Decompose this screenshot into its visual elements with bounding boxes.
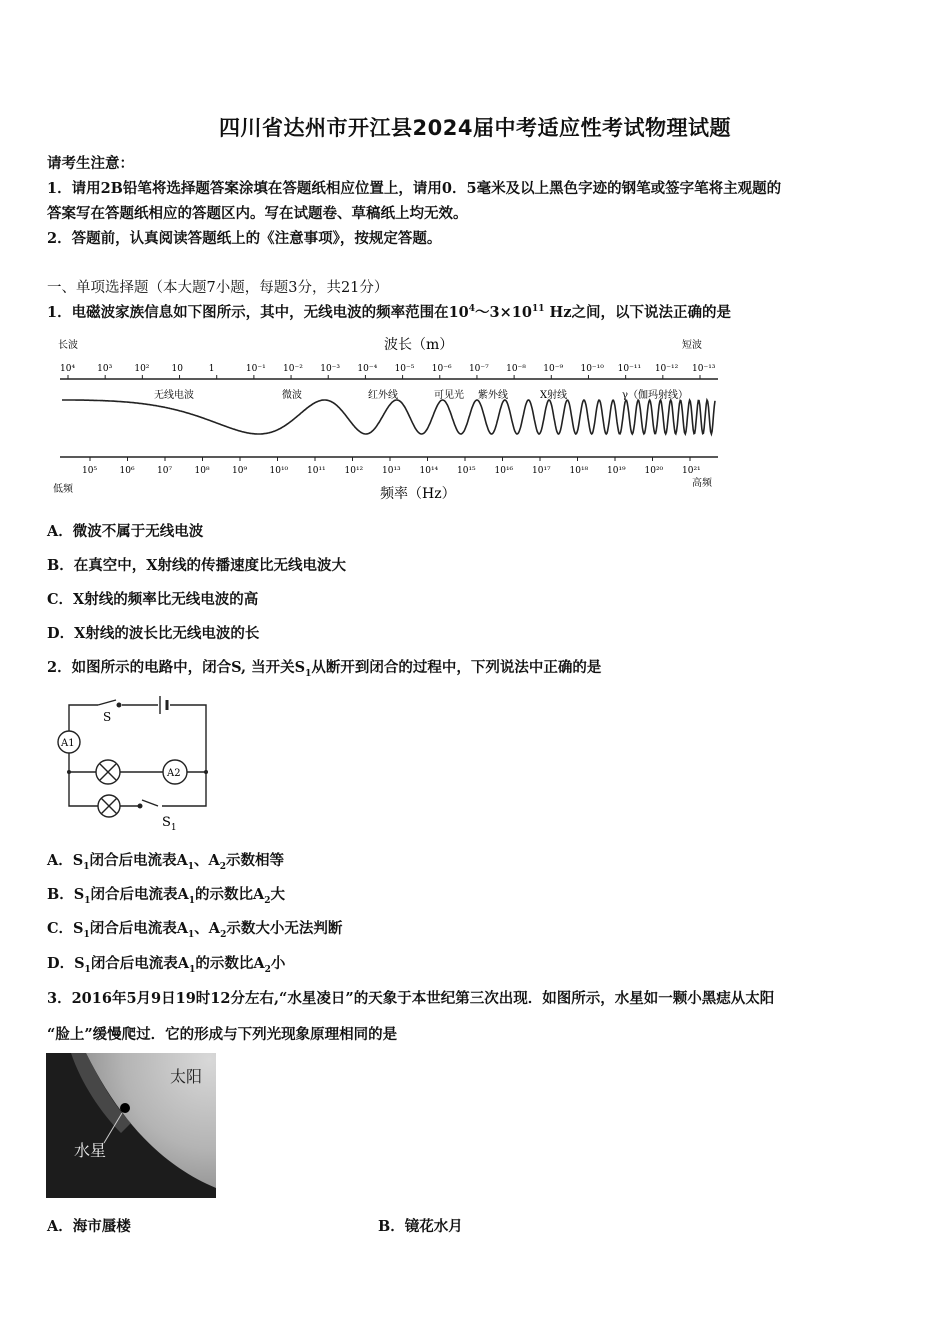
frequency-ticks: [82, 457, 701, 476]
mercury-transit-photo: [46, 1053, 216, 1198]
q3-option-a[interactable]: A．海市蜃楼: [47, 1218, 131, 1235]
section-heading: 一、单项选择题（本大题7小题，每题3分，共21分）: [47, 280, 389, 296]
switch-s1-label: $S_1$: [162, 815, 177, 833]
frequency-tick-label: 10¹²: [344, 466, 364, 476]
wavelength-title: 波长（m）: [384, 337, 454, 353]
wavelength-tick-label: 10⁻¹³: [692, 364, 716, 374]
wavelength-ticks: [60, 364, 716, 379]
q1-option-d[interactable]: D．X射线的波长比无线电波的长: [47, 625, 260, 642]
q2-option-b[interactable]: B．$S_1$闭合后电流表$A_1$的示数比$A_2$大: [47, 886, 286, 906]
wavelength-tick-label: 10⁻¹¹: [617, 364, 642, 374]
q1-option-b[interactable]: B．在真空中，X射线的传播速度比无线电波大: [47, 557, 347, 574]
circuit-wire-top: [69, 705, 98, 731]
frequency-tick-label: 10⁵: [82, 466, 98, 476]
wavelength-tick-label: 10⁻³: [320, 364, 341, 374]
sun-label: 太阳: [170, 1067, 203, 1086]
frequency-tick-label: 10²¹: [682, 466, 701, 476]
band-label: X射线: [540, 390, 568, 401]
wave-curve: [62, 400, 715, 434]
frequency-tick-label: 10¹⁶: [494, 466, 514, 476]
q3-option-b[interactable]: B．镜花水月: [378, 1218, 463, 1235]
frequency-tick-label: 10⁶: [119, 466, 135, 476]
notice-item-1b: 答案写在答题纸相应的答题区内。写在试题卷、草稿纸上均无效。: [47, 205, 468, 222]
mercury-label: 水星: [74, 1141, 107, 1160]
wavelength-tick-label: 10: [171, 364, 183, 374]
frequency-tick-label: 10¹³: [382, 466, 401, 476]
circuit-wire-left: [69, 753, 98, 806]
ammeter-a2-label: A2: [167, 768, 181, 779]
switch-s1-blade: [142, 800, 158, 806]
wavelength-tick-label: 10⁴: [60, 364, 76, 374]
wavelength-tick-label: 10⁻¹²: [654, 364, 679, 374]
wavelength-tick-label: 10³: [97, 364, 113, 374]
wavelength-tick-label: 10⁻⁶: [431, 364, 452, 374]
em-spectrum-diagram: [50, 332, 730, 507]
frequency-tick-label: 10¹⁰: [269, 466, 289, 476]
frequency-title: 频率（Hz）: [380, 486, 456, 502]
wavelength-tick-label: 10⁻⁴: [357, 364, 378, 374]
band-label: γ（伽玛射线）: [622, 390, 688, 401]
band-label: 微波: [282, 390, 302, 401]
band-label: 无线电波: [154, 390, 194, 401]
q1-stem: 1．电磁波家族信息如下图所示，其中，无线电波的频率范围在$10^4\sim 3\times 10^{11}$ Hz之间，以下说法正确的是: [47, 304, 731, 321]
band-label: 可见光: [434, 390, 464, 401]
frequency-tick-label: 10⁹: [232, 466, 248, 476]
q1-option-a[interactable]: A．微波不属于无线电波: [47, 523, 204, 540]
notice-item-1a: 1．请用2B铅笔将选择题答案涂填在答题纸相应位置上，请用0．5毫米及以上黑色字迹的钢笔或签字笔将主观题的: [47, 180, 782, 197]
q2-option-d[interactable]: D．$S_1$闭合后电流表$A_1$的示数比$A_2$小: [47, 955, 286, 975]
wavelength-tick-label: 10⁻¹: [245, 364, 266, 374]
short-wave-label: 短波: [682, 340, 702, 351]
page-title: 四川省达州市开江县2024届中考适应性考试物理试题: [219, 116, 731, 140]
frequency-tick-label: 10¹¹: [307, 466, 326, 476]
q2-option-c[interactable]: C．$S_1$闭合后电流表$A_1$、$A_2$示数大小无法判断: [47, 920, 343, 940]
ammeter-a1-label: A1: [61, 738, 75, 749]
high-freq-label: 高频: [692, 478, 712, 489]
frequency-tick-label: 10¹⁷: [532, 466, 551, 476]
wavelength-tick-label: 10⁻⁹: [543, 364, 564, 374]
wavelength-tick-label: 10⁻⁷: [468, 364, 489, 374]
frequency-tick-label: 10²⁰: [644, 466, 664, 476]
q3-stem-2: “脸上”缓慢爬过．它的形成与下列光现象原理相同的是: [47, 1026, 398, 1043]
frequency-tick-label: 10¹⁵: [457, 466, 476, 476]
q2-option-a[interactable]: A．$S_1$闭合后电流表$A_1$、$A_2$示数相等: [47, 852, 285, 872]
wavelength-tick-label: 10⁻¹⁰: [580, 364, 604, 374]
q3-stem-1: 3．2016年5月9日19时12分左右,“水星凌日”的天象于本世纪第三次出现．如图所示，水星如一颗小黑痣从太阳: [47, 990, 775, 1007]
frequency-tick-label: 10¹⁴: [419, 466, 439, 476]
q2-stem: 2．如图所示的电路中，闭合S, 当开关$S_1$从断开到闭合的过程中，下列说法中正确的是: [47, 659, 602, 679]
frequency-tick-label: 10¹⁸: [569, 466, 589, 476]
long-wave-label: 长波: [58, 340, 78, 351]
wavelength-tick-label: 10⁻²: [283, 364, 303, 374]
frequency-tick-label: 10⁸: [194, 466, 210, 476]
wavelength-tick-label: 10⁻⁵: [394, 364, 415, 374]
wavelength-tick-label: 10²: [134, 364, 150, 374]
switch-s-label: S: [103, 710, 112, 724]
band-label: 红外线: [368, 390, 398, 401]
mercury-dot: [120, 1103, 130, 1113]
q1-option-c[interactable]: C．X射线的频率比无线电波的高: [47, 591, 259, 608]
circuit-wire-right: [162, 705, 206, 806]
band-label: 紫外线: [478, 390, 508, 401]
wavelength-tick-label: 1: [208, 364, 215, 374]
switch-s-blade: [98, 700, 116, 705]
circuit-diagram: [50, 688, 215, 833]
frequency-tick-label: 10⁷: [157, 466, 173, 476]
band-labels: [154, 388, 688, 401]
wavelength-tick-label: 10⁻⁸: [506, 364, 526, 374]
notice-heading: 请考生注意：: [47, 155, 134, 172]
frequency-tick-label: 10¹⁹: [607, 466, 626, 476]
low-freq-label: 低频: [53, 484, 73, 495]
notice-item-2: 2．答题前，认真阅读答题纸上的《注意事项》，按规定答题。: [47, 230, 442, 247]
